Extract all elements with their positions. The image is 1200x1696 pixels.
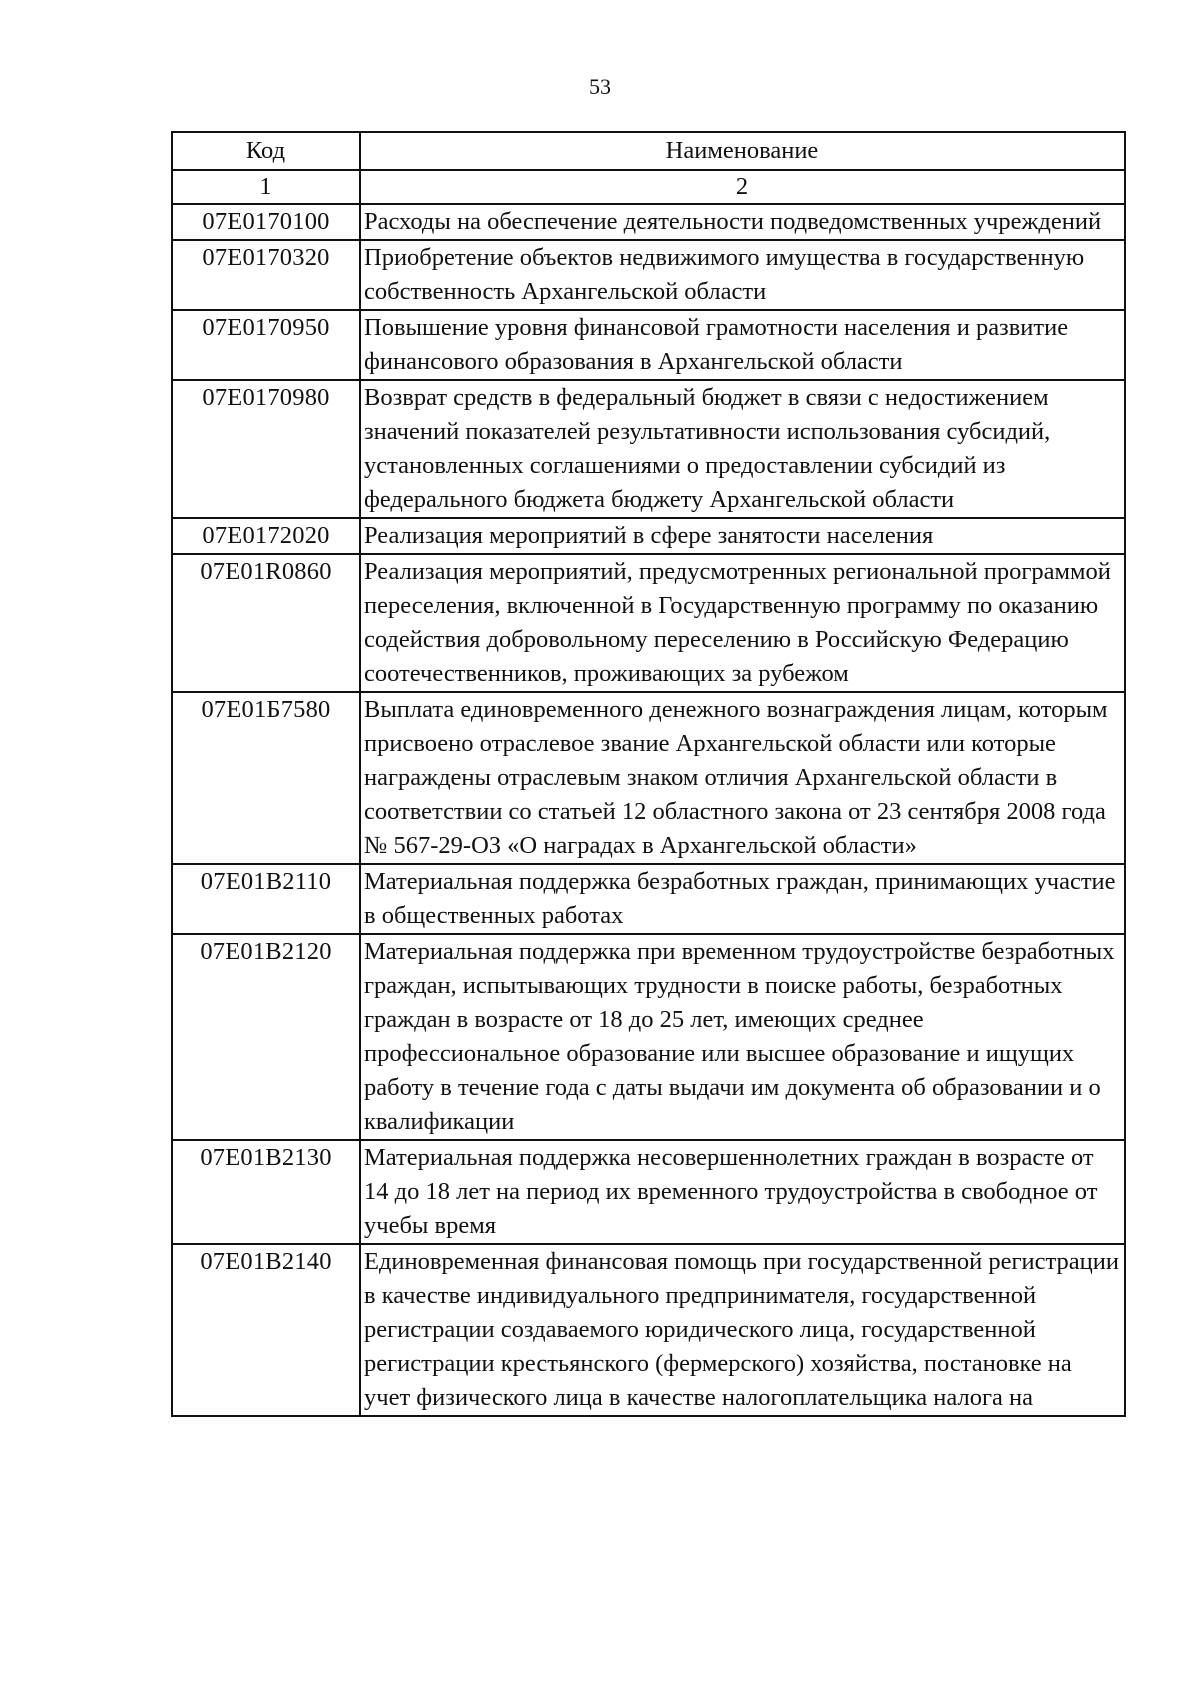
- header-name: Наименование: [360, 132, 1125, 170]
- budget-code-table: [171, 131, 1126, 1417]
- row-name: Приобретение объектов недвижимого имущества в государственную собственность Архангельской области: [360, 240, 1125, 310]
- row-name: Материальная поддержка безработных граждан, принимающих участие в общественных работах: [360, 864, 1125, 934]
- row-name: Возврат средств в федеральный бюджет в связи с недостижением значений показателей результативности использования субсидий, установленных соглашениями о предоставлении субсидий из федерального бюджета бюджету Архангельской области: [360, 380, 1125, 518]
- row-code: 07Е01В2140: [172, 1244, 360, 1416]
- table-row: [172, 1244, 1125, 1416]
- row-code: 07Е0170320: [172, 240, 360, 310]
- table-body: [172, 170, 1125, 1416]
- row-name: Материальная поддержка при временном трудоустройстве безработных граждан, испытывающих трудности в поиске работы, безработных граждан в возрасте от 18 до 25 лет, имеющих среднее профессиональное образование или высшее образование и ищущих работу в течение года с даты выдачи им документа об образовании и о квалификации: [360, 934, 1125, 1140]
- table-row: [172, 692, 1125, 864]
- row-code: 07Е0170980: [172, 380, 360, 518]
- row-code: 07Е01Б7580: [172, 692, 360, 864]
- row-name: Расходы на обеспечение деятельности подведомственных учреждений: [360, 204, 1125, 240]
- table-row: [172, 518, 1125, 554]
- table-row: [172, 554, 1125, 692]
- table-row: [172, 1140, 1125, 1244]
- page-number: 53: [589, 74, 611, 99]
- column-number-name: 2: [360, 170, 1125, 204]
- row-code: 07Е01В2110: [172, 864, 360, 934]
- table-header: [172, 132, 1125, 170]
- row-name: Повышение уровня финансовой грамотности населения и развитие финансового образования в Архангельской области: [360, 310, 1125, 380]
- header-code: Код: [172, 132, 360, 170]
- row-code: 07Е0170100: [172, 204, 360, 240]
- row-name: Реализация мероприятий в сфере занятости населения: [360, 518, 1125, 554]
- row-name: Материальная поддержка несовершеннолетних граждан в возрасте от 14 до 18 лет на период их временного трудоустройства в свободное от учебы время: [360, 1140, 1125, 1244]
- table-row: [172, 204, 1125, 240]
- row-name: Единовременная финансовая помощь при государственной регистрации в качестве индивидуального предпринимателя, государственной регистрации создаваемого юридического лица, государственной регистрации крестьянского (фермерского) хозяйства, постановке на учет физического лица в качестве налогоплательщика налога на: [360, 1244, 1125, 1416]
- row-name: Реализация мероприятий, предусмотренных региональной программой переселения, включенной в Государственную программу по оказанию содействия добровольному переселению в Российскую Федерацию соотечественников, проживающих за рубежом: [360, 554, 1125, 692]
- row-code: 07Е01R0860: [172, 554, 360, 692]
- row-code: 07Е0172020: [172, 518, 360, 554]
- row-code: 07Е0170950: [172, 310, 360, 380]
- column-number-row: [172, 170, 1125, 204]
- table-row: [172, 934, 1125, 1140]
- table-row: [172, 380, 1125, 518]
- table-row: [172, 240, 1125, 310]
- column-number-code: 1: [172, 170, 360, 204]
- table-row: [172, 864, 1125, 934]
- row-code: 07Е01В2120: [172, 934, 360, 1140]
- row-code: 07Е01В2130: [172, 1140, 360, 1244]
- table-row: [172, 310, 1125, 380]
- header-row: [172, 132, 1125, 170]
- row-name: Выплата единовременного денежного вознаграждения лицам, которым присвоено отраслевое звание Архангельской области или которые награждены отраслевым знаком отличия Архангельской области в соответствии со статьей 12 областного закона от 23 сентября 2008 года № 567-29-ОЗ «О наградах в Архангельской области»: [360, 692, 1125, 864]
